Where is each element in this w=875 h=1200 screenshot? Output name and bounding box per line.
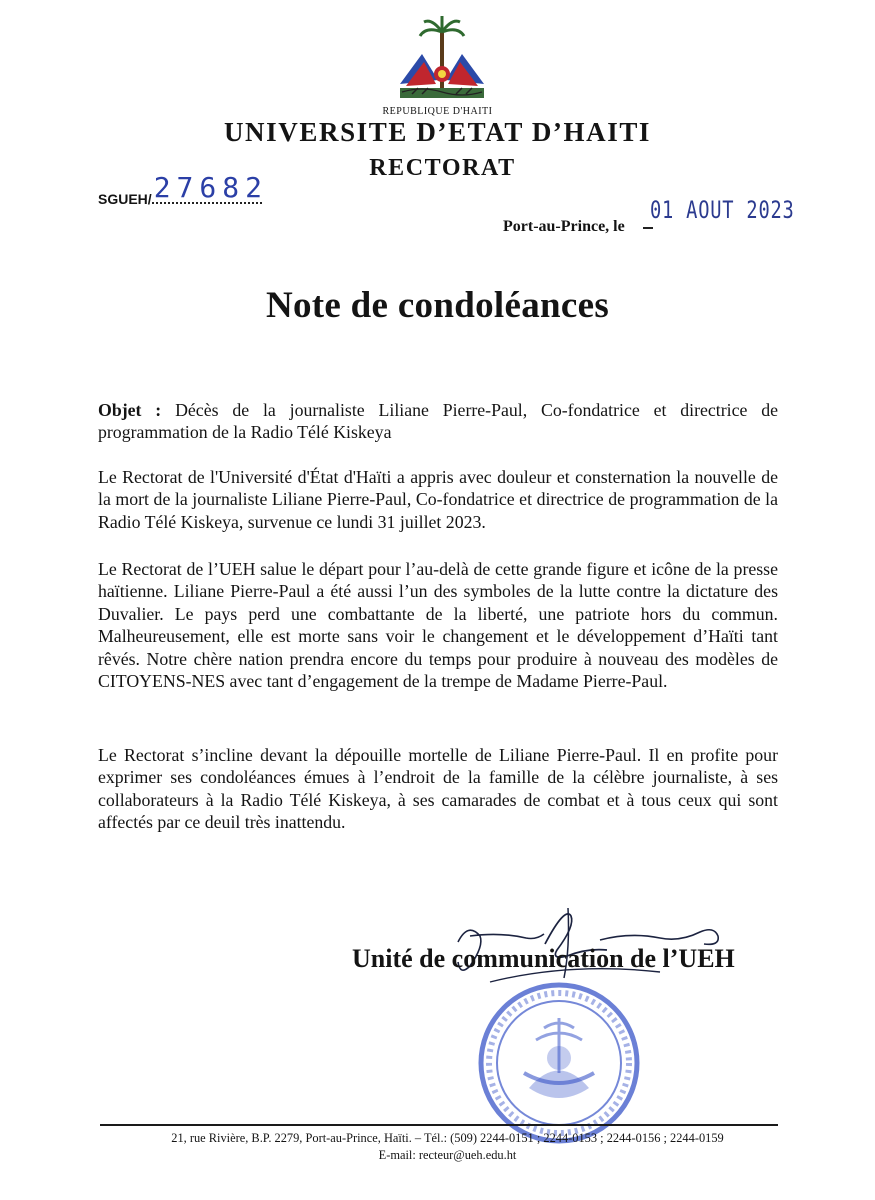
signatory-unit: Unité de communication de l’UEH <box>352 944 735 973</box>
stamped-date: 01 AOUT 2023 <box>650 196 795 224</box>
reference-dots <box>152 171 268 204</box>
body-paragraph: Le Rectorat de l’UEH salue le départ pour l’au-delà de cette grande figure et icône de la presse haïtienne. Liliane Pierre-Paul a été aussi l’un des symboles de la lutte contre la dictature des Duvalier. Le pays perd une combattante de la liberté, une patriote hors du commun. Malheureusement, elle est morte sans voir le changement et le développement d’Haïti tant rêvés. Notre chère nation prendra encore du temps pour produire à nouveau des modèles de CITOYENS-NES avec tant d’engagement de la trempe de Madame Pierre-Paul. <box>98 559 778 692</box>
footer-address: 21, rue Rivière, B.P. 2279, Port-au-Prince, Haïti. – Tél.: (509) 2244-0151 ; 2244-0153 ; 2244-0156 ; 2244-0159 <box>171 1131 724 1145</box>
objet-text: Décès de la journaliste Liliane Pierre-Paul, Co-fondatrice et directrice de programmation de la Radio Télé Kiskeya <box>98 400 778 443</box>
date-dash <box>643 227 653 229</box>
reference-number-line <box>98 171 268 207</box>
coat-of-arms-icon <box>382 14 502 108</box>
footer-email: E-mail: recteur@ueh.edu.ht <box>378 1148 517 1162</box>
footer-divider <box>100 1124 778 1126</box>
office-name: RECTORAT <box>369 155 516 181</box>
body-paragraph: Le Rectorat de l'Université d'État d'Haïti a appris avec douleur et consternation la nouvelle de la mort de la journaliste Liliane Pierre-Paul, Co-fondatrice et directrice de programmation de la Radio Télé Kiskeya, survenue ce lundi 31 juillet 2023. <box>98 467 778 532</box>
body-paragraph: Le Rectorat s’incline devant la dépouille mortelle de Liliane Pierre-Paul. Il en profite pour exprimer ses condoléances émues à l’endroit de la famille de la célèbre journaliste, à ses collaborateurs à la Radio Télé Kiskeya, à ses camarades de combat et à tous ceux qui sont affectés par ce deuil très inattendu. <box>98 745 778 833</box>
university-name: UNIVERSITE D’ETAT D’HAITI <box>223 117 652 147</box>
objet-label: Objet : <box>98 400 162 420</box>
document-title: Note de condoléances <box>265 285 610 326</box>
objet-paragraph <box>98 399 778 444</box>
official-seal-stamp <box>474 978 644 1148</box>
place-date-prefix: Port-au-Prince, le <box>503 218 625 235</box>
reference-number: 27682 <box>153 171 268 204</box>
reference-prefix: SGUEH/ <box>98 191 152 207</box>
republic-label: REPUBLIQUE D'HAITI <box>382 106 493 117</box>
